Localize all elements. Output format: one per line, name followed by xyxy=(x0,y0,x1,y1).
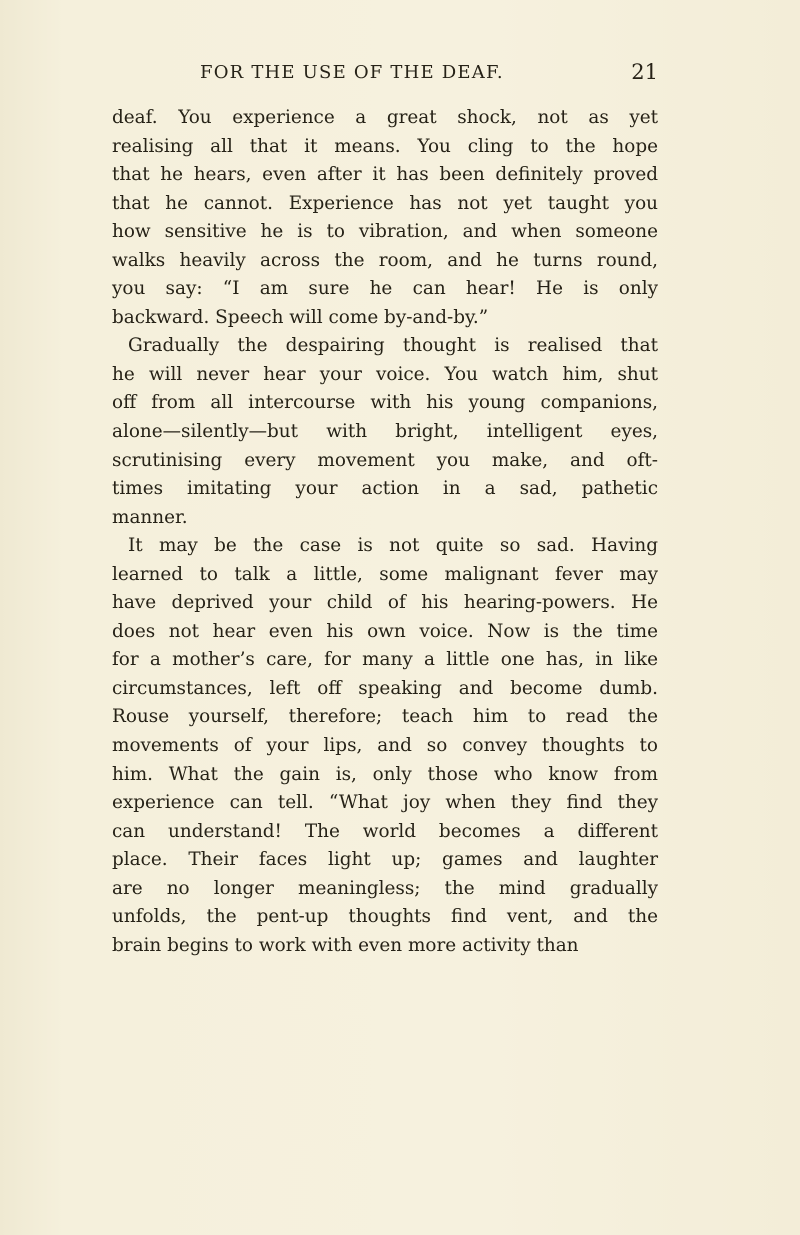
text-line: Gradually the despairing thought is realised that xyxy=(128,335,658,357)
text-line: off from all intercourse with his young companions, xyxy=(112,392,658,414)
text-line: Rouse yourself, therefore; teach him to read the xyxy=(112,706,658,728)
text-line: walks heavily across the room, and he turns round, xyxy=(112,249,658,271)
text-line: place. Their faces light up; games and laughter xyxy=(112,849,658,871)
text-line: realising all that it means. You cling to the hope xyxy=(112,135,658,157)
text-line: times imitating your action in a sad, pathetic xyxy=(112,478,658,500)
text-line: movements of your lips, and so convey thoughts to xyxy=(112,735,658,757)
text-line: manner. xyxy=(112,506,188,528)
text-line: him. What the gain is, only those who know from xyxy=(112,763,658,785)
text-line: how sensitive he is to vibration, and when someone xyxy=(112,221,658,243)
text-line: brain begins to work with even more activity than xyxy=(112,934,579,956)
text-line: It may be the case is not quite so sad. Having xyxy=(128,535,658,557)
text-line: for a mother’s care, for many a little one has, in like xyxy=(112,649,658,671)
text-line: unfolds, the pent-up thoughts find vent, and the xyxy=(112,906,658,928)
page-header xyxy=(112,62,658,92)
text-line: that he hears, even after it has been definitely proved xyxy=(112,164,658,186)
text-line: deaf. You experience a great shock, not as yet xyxy=(112,107,658,128)
text-line: that he cannot. Experience has not yet taught you xyxy=(112,192,658,214)
body-text xyxy=(112,104,658,960)
text-line: have deprived your child of his hearing-powers. He xyxy=(112,592,658,614)
text-line: does not hear even his own voice. Now is the time xyxy=(112,620,658,642)
text-line: circumstances, left off speaking and become dumb. xyxy=(112,677,658,699)
text-line: you say: “I am sure he can hear! He is only xyxy=(112,278,658,300)
text-line: can understand! The world becomes a different xyxy=(112,820,658,842)
text-line: learned to talk a little, some malignant fever may xyxy=(112,563,658,585)
text-line: experience can tell. “What joy when they find they xyxy=(112,792,658,814)
text-line: backward. Speech will come by-and-by.” xyxy=(112,306,489,328)
text-line: alone—silently—but with bright, intelligent eyes, xyxy=(112,421,658,443)
running-head: FOR THE USE OF THE DEAF. xyxy=(200,62,504,83)
text-line: scrutinising every movement you make, and oft- xyxy=(112,449,658,471)
text-line: he will never hear your voice. You watch him, shut xyxy=(112,363,658,385)
page-number: 21 xyxy=(631,60,658,84)
text-line: are no longer meaningless; the mind gradually xyxy=(112,877,658,899)
